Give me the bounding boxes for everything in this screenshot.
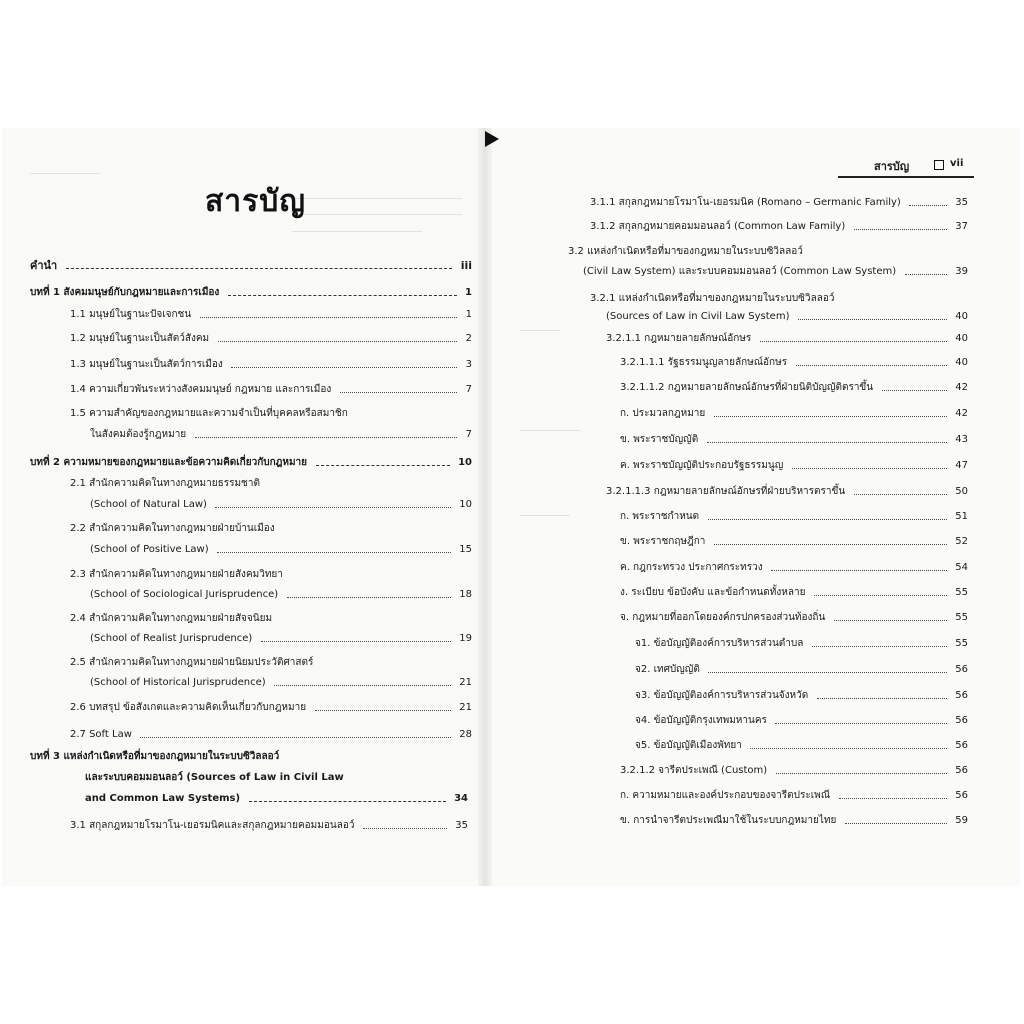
- toc-entry: [30, 258, 472, 274]
- dot-leader: [66, 268, 452, 269]
- dot-leader: [261, 641, 451, 642]
- toc-entry: [635, 688, 968, 704]
- dot-leader: [708, 672, 947, 673]
- toc-entry-label: 3.1.2 สกุลกฎหมายคอมมอนลอว์ (Common Law Family): [590, 221, 846, 232]
- toc-entry: [606, 309, 968, 325]
- toc-entry: [620, 432, 968, 448]
- toc-entry: [70, 357, 472, 373]
- dot-leader: [792, 468, 947, 469]
- dot-leader: [215, 507, 451, 508]
- dot-leader: [796, 365, 947, 366]
- toc-page-number: 35: [455, 820, 468, 831]
- toc-page-number: 10: [459, 499, 472, 510]
- toc-entry: [606, 331, 968, 347]
- toc-page-number: 28: [459, 729, 472, 740]
- toc-page-number: 52: [955, 536, 968, 547]
- toc-entry: [620, 788, 968, 804]
- toc-entry-label: 2.7 Soft Law: [70, 729, 132, 740]
- dot-leader: [217, 552, 451, 553]
- toc-entry-label: 2.2 สำนักความคิดในทางกฎหมายฝ่ายบ้านเมือง: [70, 523, 275, 534]
- dot-leader: [750, 748, 947, 749]
- dot-leader: [707, 442, 947, 443]
- toc-entry-label: ก. ความหมายและองค์ประกอบของจารีตประเพณี: [620, 790, 831, 801]
- toc-page-number: 18: [459, 589, 472, 600]
- toc-page-number: 55: [955, 638, 968, 649]
- dot-leader: [200, 317, 457, 318]
- toc-entry: [620, 813, 968, 829]
- toc-page-number: 55: [955, 587, 968, 598]
- toc-page-number: 54: [955, 562, 968, 573]
- dot-leader: [140, 737, 451, 738]
- toc-entry: [635, 713, 968, 729]
- toc-entry-label: 1.1 มนุษย์ในฐานะปัจเจกชน: [70, 309, 192, 320]
- toc-entry-label: (School of Natural Law): [90, 499, 207, 510]
- show-through-line: [520, 430, 580, 431]
- toc-entry-label: 3.2.1.2 จารีตประเพณี (Custom): [620, 765, 768, 776]
- toc-entry: [90, 497, 472, 513]
- toc-entry: [620, 458, 968, 474]
- dot-leader: [218, 341, 457, 342]
- toc-page-number: 42: [955, 408, 968, 419]
- toc-entry-label: จ4. ข้อบัญญัติกรุงเทพมหานคร: [635, 715, 767, 726]
- toc-entry: [90, 631, 472, 647]
- toc-entry: [620, 585, 968, 601]
- dot-leader: [839, 798, 947, 799]
- toc-entry-label: 3.2.1.1.2 กฎหมายลายลักษณ์อักษรที่ฝ่ายนิติบัญญัติตราขึ้น: [620, 382, 874, 393]
- dot-leader: [845, 823, 947, 824]
- toc-page-number: 3: [465, 359, 472, 370]
- dot-leader: [817, 698, 947, 699]
- toc-page-number: 21: [459, 702, 472, 713]
- dot-leader: [315, 710, 451, 711]
- dot-leader: [249, 801, 446, 802]
- toc-entry-label: ข. การนำจารีตประเพณีมาใช้ในระบบกฎหมายไทย: [620, 815, 837, 826]
- dot-leader: [340, 392, 457, 393]
- toc-page-number: 50: [955, 486, 968, 497]
- toc-entry-label: 3.2.1 แหล่งกำเนิดหรือที่มาของกฎหมายในระบบซิวิลลอว์: [590, 293, 835, 304]
- toc-entry: [70, 818, 468, 834]
- dot-leader: [274, 685, 451, 686]
- toc-entry-label: 3.2.1.1 กฎหมายลายลักษณ์อักษร: [606, 333, 752, 344]
- show-through-line: [520, 330, 560, 331]
- dot-leader: [195, 437, 457, 438]
- dot-leader: [714, 416, 947, 417]
- toc-entry-label: 2.1 สำนักความคิดในทางกฎหมายธรรมชาติ: [70, 478, 260, 489]
- toc-page-number: 1: [465, 287, 472, 298]
- toc-entry: [635, 636, 968, 652]
- dot-leader: [714, 544, 947, 545]
- toc-page-number: 47: [955, 460, 968, 471]
- toc-entry: [620, 380, 968, 396]
- toc-entry-label: 3.2.1.1.3 กฎหมายลายลักษณ์อักษรที่ฝ่ายบริหารตราขึ้น: [606, 486, 846, 497]
- toc-entry-label: ข. พระราชบัญญัติ: [620, 434, 699, 445]
- toc-entry-label: (School of Historical Jurisprudence): [90, 677, 266, 688]
- dot-leader: [854, 494, 947, 495]
- toc-entry-label: 1.3 มนุษย์ในฐานะเป็นสัตว์การเมือง: [70, 359, 223, 370]
- toc-entry-label: 2.4 สำนักความคิดในทางกฎหมายฝ่ายสัจจนิยม: [70, 613, 273, 624]
- toc-page-number: 56: [955, 664, 968, 675]
- toc-entry: [90, 427, 472, 443]
- toc-entry: [90, 675, 472, 691]
- toc-entry: [590, 195, 968, 211]
- toc-entry-label: คำนำ: [30, 259, 58, 272]
- toc-page-number: 56: [955, 765, 968, 776]
- page-title: สารบัญ: [205, 184, 306, 219]
- toc-entry-label: จ2. เทศบัญญัติ: [635, 664, 700, 675]
- toc-entry-label: และระบบคอมมอนลอว์ (Sources of Law in Civil Law: [85, 772, 344, 783]
- toc-entry-label: 3.1.1 สกุลกฎหมายโรมาโน-เยอรมนิค (Romano – Germanic Family): [590, 197, 901, 208]
- dot-leader: [760, 341, 947, 342]
- running-header-title: สารบัญ: [874, 160, 910, 173]
- dot-leader: [834, 620, 947, 621]
- toc-page-number: 51: [955, 511, 968, 522]
- toc-entry: [606, 484, 968, 500]
- toc-entry: [85, 791, 468, 807]
- header-rule: [838, 176, 974, 178]
- show-through-line: [292, 231, 422, 232]
- square-icon: [934, 160, 944, 170]
- toc-page-number: 40: [955, 357, 968, 368]
- toc-entry-label: and Common Law Systems): [85, 793, 241, 804]
- dot-leader: [798, 319, 947, 320]
- toc-entry-label: (School of Sociological Jurisprudence): [90, 589, 279, 600]
- toc-entry-label: จ5. ข้อบัญญัติเมืองพัทยา: [635, 740, 742, 751]
- show-through-line: [292, 214, 462, 215]
- page-corner-mark: [485, 131, 499, 147]
- toc-entry: [70, 331, 472, 347]
- toc-page-number: 56: [955, 715, 968, 726]
- toc-entry-label: บทที่ 3 แหล่งกำเนิดหรือที่มาของกฎหมายในระบบซิวิลลอว์: [30, 751, 280, 762]
- toc-page-number: 2: [465, 333, 472, 344]
- toc-page-number: 15: [459, 544, 472, 555]
- dot-leader: [231, 367, 457, 368]
- toc-entry: [620, 355, 968, 371]
- toc-page-number: 43: [955, 434, 968, 445]
- book-gutter: [478, 128, 492, 886]
- toc-entry: [30, 285, 472, 301]
- toc-entry: [70, 727, 472, 743]
- toc-entry: [590, 219, 968, 235]
- toc-page-number: 7: [465, 429, 472, 440]
- toc-entry: [620, 763, 968, 779]
- toc-entry-label: บทที่ 1 สังคมมนุษย์กับกฎหมายและการเมือง: [30, 287, 220, 298]
- toc-entry-label: ก. ประมวลกฎหมาย: [620, 408, 706, 419]
- toc-entry-label: บทที่ 2 ความหมายของกฎหมายและข้อความคิดเกี่ยวกับกฎหมาย: [30, 457, 308, 468]
- toc-entry-label: (School of Positive Law): [90, 544, 209, 555]
- show-through-line: [30, 173, 100, 174]
- toc-entry-label: (Civil Law System) และระบบคอมมอนลอว์ (Common Law System): [583, 266, 897, 277]
- toc-entry: [635, 662, 968, 678]
- toc-entry: [620, 509, 968, 525]
- toc-page-number: 37: [955, 221, 968, 232]
- dot-leader: [814, 595, 947, 596]
- toc-entry: [620, 406, 968, 422]
- dot-leader: [775, 723, 947, 724]
- toc-entry-label: จ3. ข้อบัญญัติองค์การบริหารส่วนจังหวัด: [635, 690, 809, 701]
- dot-leader: [909, 205, 947, 206]
- toc-entry-label: จ. กฎหมายที่ออกโดยองค์กรปกครองส่วนท้องถิ่น: [620, 612, 826, 623]
- toc-page-number: 40: [955, 333, 968, 344]
- toc-entry: [90, 542, 472, 558]
- toc-entry-label: จ1. ข้อบัญญัติองค์การบริหารส่วนตำบล: [635, 638, 804, 649]
- toc-page-number: 42: [955, 382, 968, 393]
- toc-page-number: 56: [955, 790, 968, 801]
- toc-entry-label: 1.2 มนุษย์ในฐานะเป็นสัตว์สังคม: [70, 333, 210, 344]
- toc-entry: [70, 307, 472, 323]
- dot-leader: [882, 390, 947, 391]
- toc-entry: [70, 700, 472, 716]
- dot-leader: [228, 295, 457, 296]
- toc-entry-label: 2.6 บทสรุป ข้อสังเกตและความคิดเห็นเกี่ยวกับกฎหมาย: [70, 702, 307, 713]
- toc-page-number: 21: [459, 677, 472, 688]
- toc-page-number: 10: [458, 457, 472, 468]
- toc-entry: [635, 738, 968, 754]
- toc-entry-label: 3.2.1.1.1 รัฐธรรมนูญลายลักษณ์อักษร: [620, 357, 788, 368]
- toc-entry: [620, 560, 968, 576]
- dot-leader: [854, 229, 947, 230]
- toc-page-number: 34: [454, 793, 468, 804]
- toc-page-number: 56: [955, 690, 968, 701]
- toc-entry-label: ค. พระราชบัญญัติประกอบรัฐธรรมนูญ: [620, 460, 784, 471]
- toc-entry-label: ค. กฎกระทรวง ประกาศกระทรวง: [620, 562, 763, 573]
- dot-leader: [708, 519, 947, 520]
- dot-leader: [363, 828, 447, 829]
- dot-leader: [316, 465, 450, 466]
- toc-page-number: 40: [955, 311, 968, 322]
- toc-page-number: 35: [955, 197, 968, 208]
- toc-entry-label: ข. พระราชกฤษฎีกา: [620, 536, 706, 547]
- toc-entry-label: ในสังคมต้องรู้กฎหมาย: [90, 429, 187, 440]
- toc-page-number: 55: [955, 612, 968, 623]
- toc-entry: [620, 610, 968, 626]
- running-header-page: vii: [950, 158, 964, 169]
- toc-entry: [70, 382, 472, 398]
- toc-page-number: 19: [459, 633, 472, 644]
- toc-entry-label: 2.3 สำนักความคิดในทางกฎหมายฝ่ายสังคมวิทยา: [70, 569, 283, 580]
- toc-entry-label: 2.5 สำนักความคิดในทางกฎหมายฝ่ายนิยมประวัติศาสตร์: [70, 657, 314, 668]
- toc-entry-label: (Sources of Law in Civil Law System): [606, 311, 790, 322]
- toc-page-number: 1: [465, 309, 472, 320]
- show-through-line: [292, 198, 462, 199]
- toc-entry-label: ง. ระเบียบ ข้อบังคับ และข้อกำหนดทั้งหลาย: [620, 587, 806, 598]
- dot-leader: [771, 570, 947, 571]
- toc-entry: [620, 534, 968, 550]
- toc-page-number: iii: [460, 259, 472, 272]
- toc-entry: [583, 264, 968, 280]
- toc-page-number: 56: [955, 740, 968, 751]
- toc-page-number: 7: [465, 384, 472, 395]
- toc-entry: [90, 587, 472, 603]
- dot-leader: [812, 646, 947, 647]
- toc-entry-label: 3.2 แหล่งกำเนิดหรือที่มาของกฎหมายในระบบซิวิลลอว์: [568, 246, 803, 257]
- toc-page-number: 39: [955, 266, 968, 277]
- toc-entry: [30, 455, 472, 471]
- dot-leader: [776, 773, 947, 774]
- toc-entry-label: (School of Realist Jurisprudence): [90, 633, 253, 644]
- toc-entry-label: 1.5 ความสำคัญของกฎหมายและความจำเป็นที่บุคคลหรือสมาชิก: [70, 408, 348, 419]
- show-through-line: [520, 515, 570, 516]
- toc-entry-label: ก. พระราชกำหนด: [620, 511, 700, 522]
- dot-leader: [287, 597, 451, 598]
- toc-page-number: 59: [955, 815, 968, 826]
- toc-entry-label: 1.4 ความเกี่ยวพันระหว่างสังคมมนุษย์ กฎหมาย และการเมือง: [70, 384, 332, 395]
- dot-leader: [905, 274, 947, 275]
- toc-entry-label: 3.1 สกุลกฎหมายโรมาโน-เยอรมนิคและสกุลกฎหมายคอมมอนลอว์: [70, 820, 355, 831]
